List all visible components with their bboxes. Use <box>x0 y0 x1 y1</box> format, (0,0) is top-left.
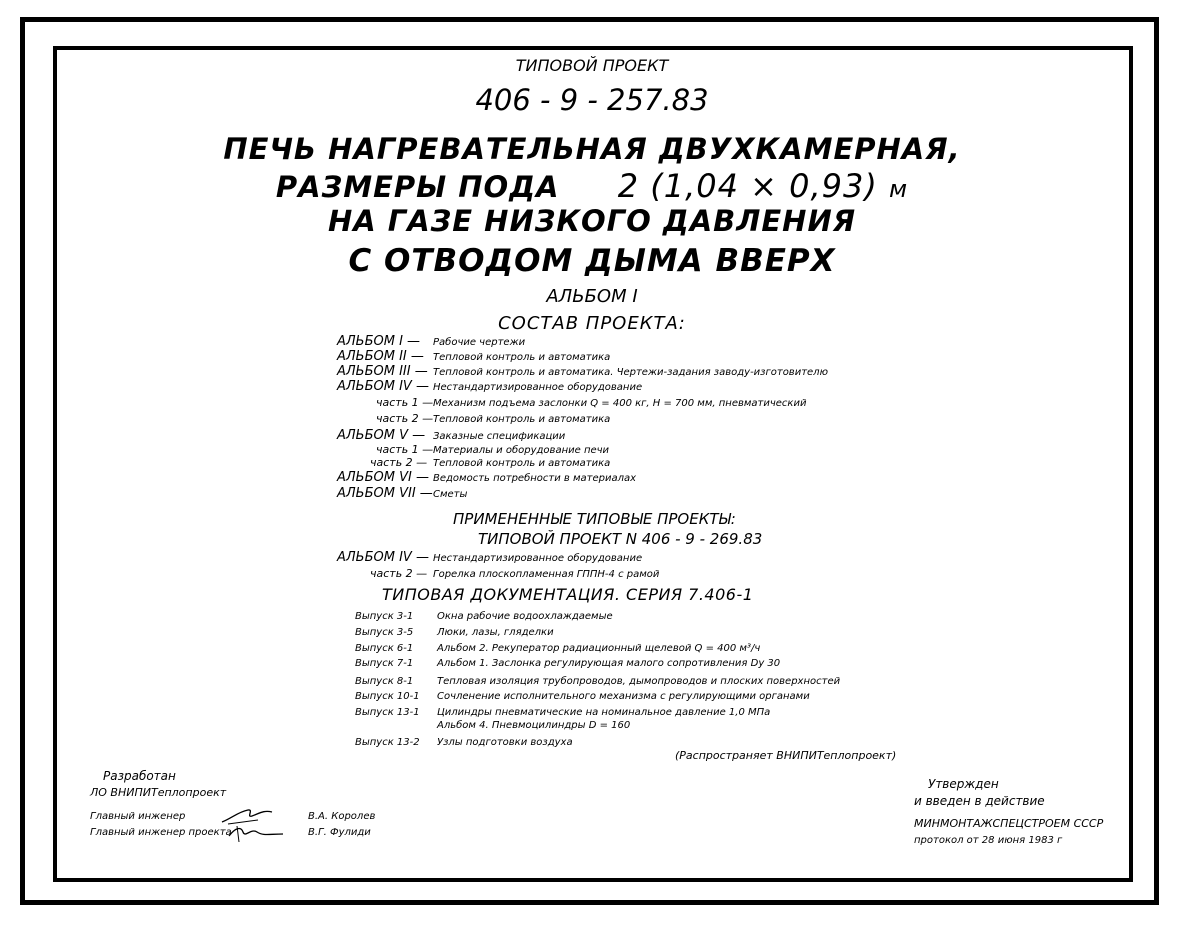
series-heading: ТИПОВАЯ ДОКУМЕНТАЦИЯ. СЕРИЯ 7.406-1 <box>382 585 754 604</box>
title-line-2 <box>0 167 1184 205</box>
list-item: Выпуск 10-1 Сочленение исполнительного механизма с регулирующими органами <box>355 691 810 702</box>
list-item: АЛЬБОМ IV — Нестандартизированное оборудование <box>337 550 643 565</box>
signature-chief-project-engineer <box>225 822 287 844</box>
role-chief-engineer: Главный инженер <box>90 811 186 822</box>
header-label: ТИПОВОЙ ПРОЕКТ <box>515 56 669 75</box>
list-item: АЛЬБОМ VI — Ведомость потребности в материалах <box>337 470 637 485</box>
list-item: Выпуск 3-5 Люки, лазы, гляделки <box>355 627 554 638</box>
list-item: часть 2 —Тепловой контроль и автоматика <box>376 412 611 425</box>
title-line-2-unit: м <box>888 175 909 203</box>
name-chief-project-engineer: В.Г. Фулиди <box>308 827 371 838</box>
applied-project: ТИПОВОЙ ПРОЕКТ N 406 - 9 - 269.83 <box>478 530 763 548</box>
list-item: АЛЬБОМ III — Тепловой контроль и автоматика. Чертежи-задания заводу-изготовителю <box>337 364 828 379</box>
project-number: 406 - 9 - 257.83 <box>475 83 709 117</box>
approved-effective: и введен в действие <box>914 794 1045 808</box>
list-item: часть 1 —Механизм подъема заслонки Q = 400 кг, H = 700 мм, пневматический <box>376 396 807 409</box>
applied-heading: ПРИМЕНЕННЫЕ ТИПОВЫЕ ПРОЕКТЫ: <box>453 510 736 528</box>
role-chief-project-engineer: Главный инженер проекта <box>90 827 232 838</box>
title-line-4: С ОТВОДОМ ДЫМА ВВЕРХ <box>348 243 836 279</box>
list-item: часть 1 —Материалы и оборудование печи <box>376 443 610 456</box>
list-item: Выпуск 6-1 Альбом 2. Рекуператор радиационный щелевой Q = 400 м³/ч <box>355 643 761 654</box>
list-item: часть 2 — Тепловой контроль и автоматика <box>370 456 611 469</box>
title-line-1: ПЕЧЬ НАГРЕВАТЕЛЬНАЯ ДВУХКАМЕРНАЯ, <box>223 132 961 166</box>
title-line-3: НА ГАЗЕ НИЗКОГО ДАВЛЕНИЯ <box>327 204 857 238</box>
protocol: протокол от 28 июня 1983 г <box>914 835 1063 846</box>
list-item: Выпуск 13-1 Цилиндры пневматические на номинальное давление 1,0 МПа <box>355 707 771 718</box>
list-item: АЛЬБОМ IV — Нестандартизированное оборудование <box>337 379 643 394</box>
list-item: АЛЬБОМ I — Рабочие чертежи <box>337 334 526 349</box>
list-item: Выпуск 13-2 Узлы подготовки воздуха <box>355 737 573 748</box>
title-line-2-prefix: РАЗМЕРЫ ПОДА <box>275 170 560 204</box>
list-item: Выпуск 3-1 Окна рабочие водоохлаждаемые <box>355 611 613 622</box>
list-item: часть 2 — Горелка плоскопламенная ГППН-4 с рамой <box>370 567 660 580</box>
approved-label: Утвержден <box>928 777 999 791</box>
name-chief-engineer: В.А. Королев <box>308 811 376 822</box>
composition-heading: СОСТАВ ПРОЕКТА: <box>498 313 686 334</box>
developer-org: ЛО ВНИПИТеплопроект <box>90 786 227 799</box>
list-item: АЛЬБОМ II — Тепловой контроль и автоматика <box>337 349 611 364</box>
list-item: Выпуск 8-1 Тепловая изоляция трубопроводов, дымопроводов и плоских поверхностей <box>355 676 841 687</box>
developed-label: Разработан <box>103 769 176 783</box>
title-line-2-value: 2 (1,04 × 0,93) <box>617 167 878 205</box>
list-item: Выпуск 7-1 Альбом 1. Заслонка регулирующая малого сопротивления Dу 30 <box>355 658 781 669</box>
list-item: АЛЬБОМ V — Заказные спецификации <box>337 428 566 443</box>
album-label: АЛЬБОМ I <box>546 286 638 307</box>
list-item: АЛЬБОМ VII —Сметы <box>337 486 468 501</box>
ministry: МИНМОНТАЖСПЕЦСТРОЕМ СССР <box>914 817 1104 830</box>
list-item: Альбом 4. Пневмоцилиндры D = 160 <box>437 720 631 731</box>
distributor-note: (Распространяет ВНИПИТеплопроект) <box>675 749 897 762</box>
